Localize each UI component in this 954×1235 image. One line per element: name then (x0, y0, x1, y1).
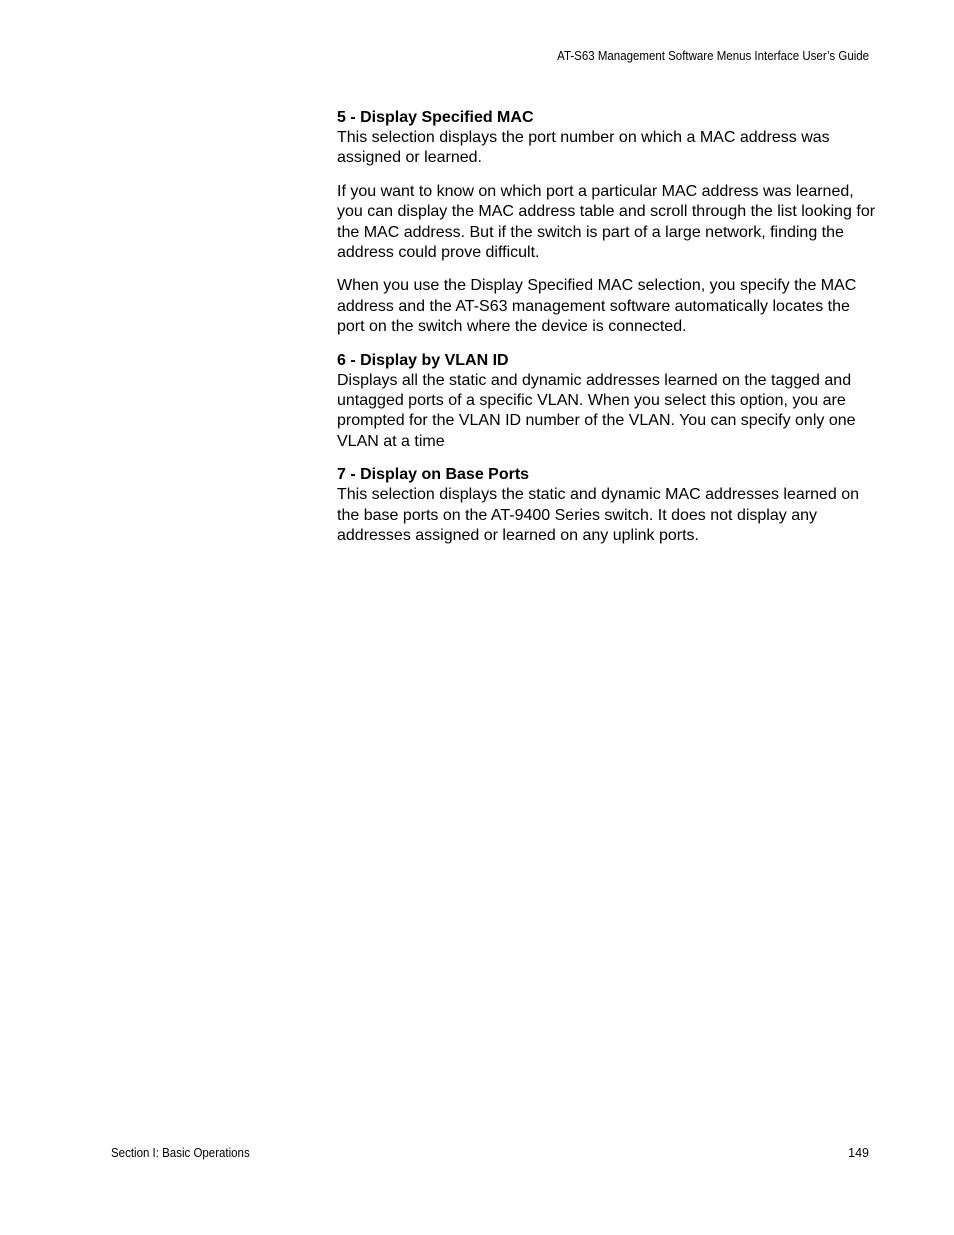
page-number: 149 (848, 1146, 869, 1160)
paragraph: Displays all the static and dynamic addresses learned on the tagged and untagged ports of a specific VLAN. When you select this option, you are prompted for the VLAN ID number of the VLAN. You can specify only one VLAN at a time (337, 371, 856, 450)
section-heading: 5 - Display Specified MAC (337, 109, 534, 126)
paragraph: When you use the Display Specified MAC selection, you specify the MAC address and the AT-S63 management software automatically locates the port on the switch where the device is connected. (337, 277, 857, 336)
running-header: AT-S63 Management Software Menus Interface User’s Guide (557, 49, 869, 63)
section-display-by-vlan-id (337, 351, 877, 453)
section-heading: 7 - Display on Base Ports (337, 466, 530, 484)
footer-section-label: Section I: Basic Operations (111, 1146, 250, 1160)
paragraph: If you want to know on which port a particular MAC address was learned, you can display the MAC address table and scroll through the list looking for the MAC address. But if the switch is part of a large network, finding the address could prove difficult. (337, 182, 876, 262)
paragraph: This selection displays the static and dynamic MAC addresses learned on the base ports on the AT-9400 Series switch. It does not display any addresses assigned or learned on any uplink ports. (337, 486, 860, 545)
page-body (337, 108, 877, 560)
section-display-specified-mac (337, 108, 877, 338)
section-display-on-base-ports (337, 465, 877, 546)
paragraph: This selection displays the port number on which a MAC address was assigned or learned. (337, 129, 830, 167)
section-heading: 6 - Display by VLAN ID (337, 351, 509, 369)
